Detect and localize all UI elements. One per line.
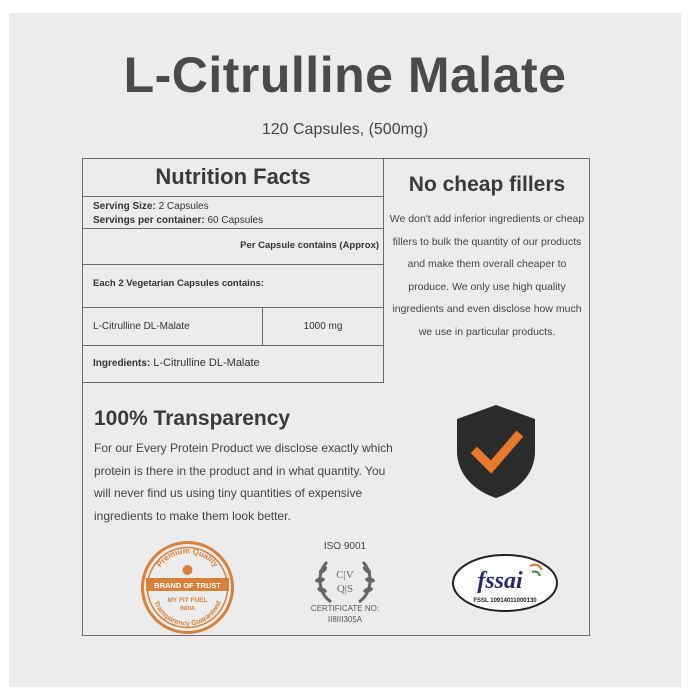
serving-size-label: Serving Size: — [93, 201, 156, 212]
table-row — [83, 308, 383, 346]
premium-band-text: BRAND OF TRUST — [154, 581, 221, 590]
premium-country-text: INDIA — [180, 606, 195, 612]
iso-cert-label: CERTIFICATE NO: — [310, 604, 380, 613]
svg-text:Q|S: Q|S — [336, 583, 354, 595]
premium-top-text: Premium Quality — [154, 546, 221, 569]
iso-title: ISO 9001 — [323, 541, 367, 552]
ingredients-label: Ingredients: — [93, 358, 151, 369]
fssai-license-number: FSSL 10914011000130 — [473, 598, 537, 604]
premium-brand-text: MY FIT FUEL — [167, 597, 208, 604]
fssai-logo — [450, 552, 560, 614]
shield-check-icon — [455, 403, 537, 499]
iso-cert-number: II8III305A — [327, 615, 363, 624]
ingredient-amount-cell: 1000 mg — [303, 321, 343, 332]
runner-icon — [183, 565, 193, 575]
shield-shape — [457, 405, 535, 498]
product-subtitle: 120 Capsules, (500mg) — [261, 121, 429, 138]
svg-text:C|V: C|V — [336, 569, 354, 581]
serving-info — [83, 197, 383, 229]
product-title: L-Citrulline Malate — [123, 47, 567, 103]
serving-size-value: 2 Capsules — [158, 201, 209, 212]
ingredient-name-cell: L-Citrulline DL-Malate — [83, 308, 263, 345]
premium-quality-badge — [140, 540, 235, 635]
transparency-text: For our Every Protein Product we disclose exactly which protein is there in the product and in what quantity. You will never find us using tiny quantities of expensive ingredients to make them look better. — [94, 441, 393, 524]
per-capsule-label: Per Capsule contains (Approx) — [83, 229, 383, 265]
each-capsules-label: Each 2 Vegetarian Capsules contains: — [83, 265, 383, 308]
fillers-heading: No cheap fillers — [408, 173, 566, 196]
ingredients-value: L-Citrulline DL-Malate — [153, 357, 260, 369]
ingredients-row — [83, 346, 383, 383]
nutrition-facts-heading: Nutrition Facts — [83, 159, 383, 197]
servings-value: 60 Capsules — [207, 215, 264, 226]
servings-label: Servings per container: — [93, 215, 205, 226]
nutrition-facts-table — [82, 158, 384, 383]
fssai-wordmark: fssai — [477, 568, 523, 594]
transparency-heading: 100% Transparency — [94, 407, 291, 430]
premium-bottom-text: Transparency Guaranteed — [152, 600, 223, 628]
fillers-text: We don't add inferior ingredients or cheap fillers to bulk the quantity of our products and make them overall cheaper to produce. We only use high quality ingredients and even disclose how much we use in particular products. — [389, 213, 585, 338]
